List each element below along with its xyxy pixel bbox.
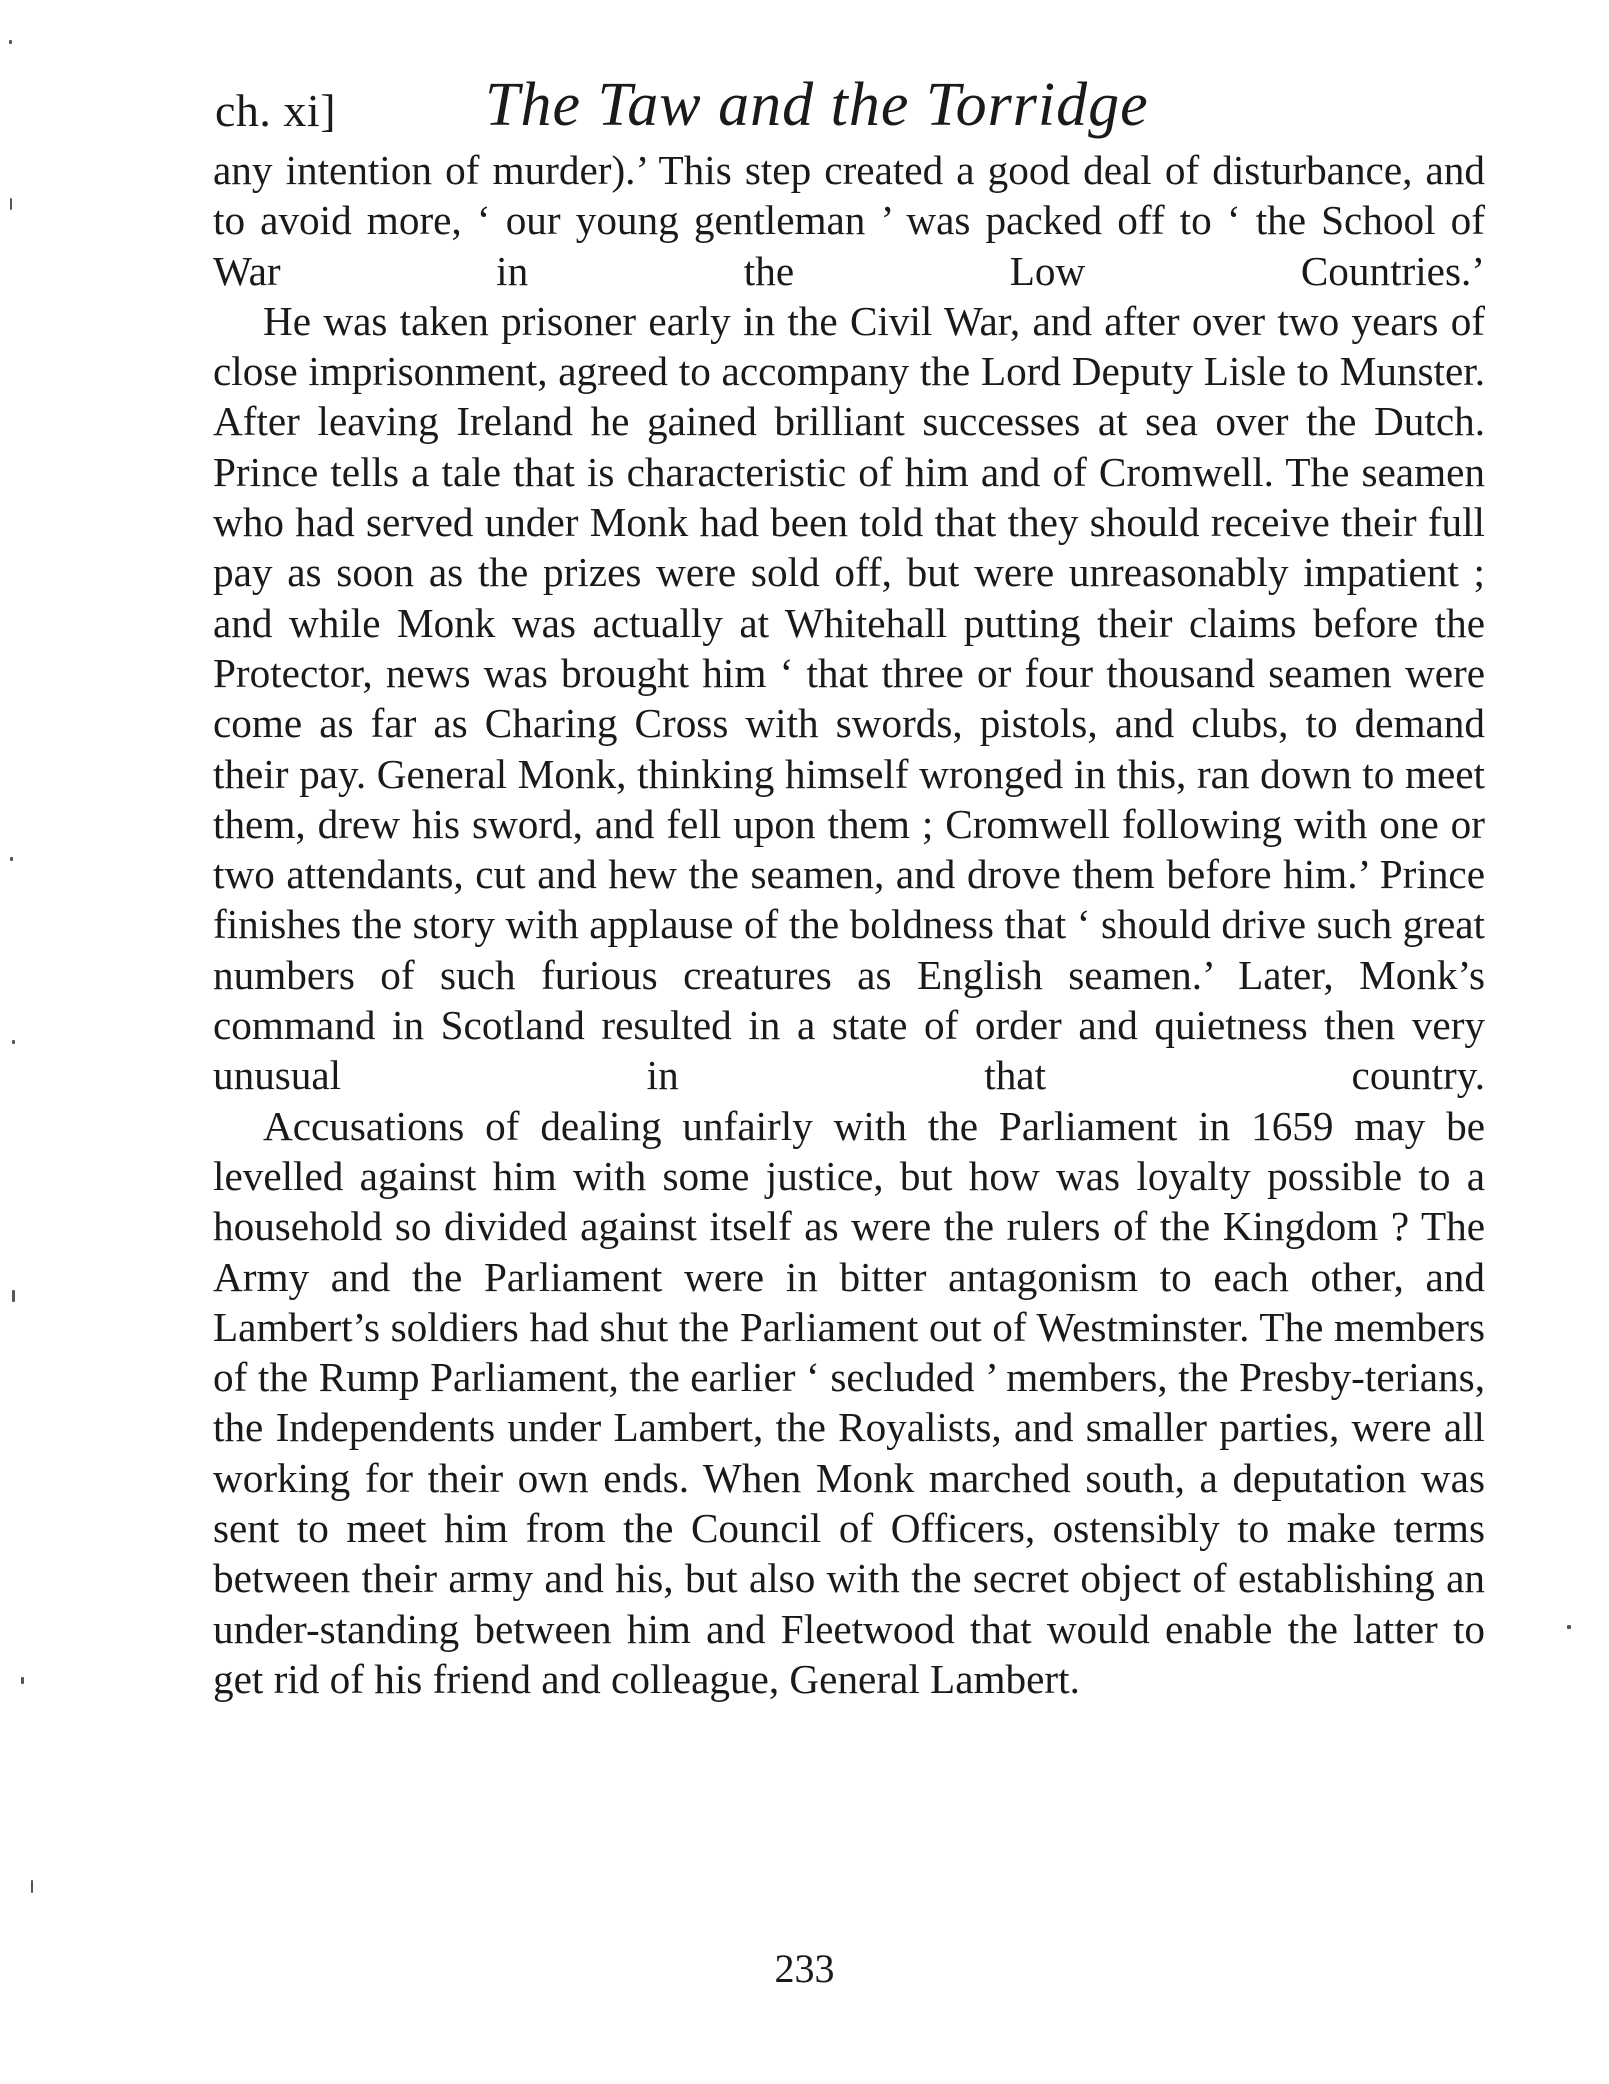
body-text xyxy=(213,145,1485,1704)
chapter-label: ch. xi] xyxy=(215,85,337,136)
margin-speck xyxy=(12,1290,15,1302)
margin-speck xyxy=(12,1040,15,1044)
margin-speck xyxy=(21,1677,24,1684)
running-title: The Taw and the Torridge xyxy=(485,71,1149,139)
paragraph: any intention of murder).’ This step created a good deal of disturbance, and to avoid more, ‘ our young gentleman ’ was packed off to ‘ the School of War in the Low Countries.’ xyxy=(213,147,1485,294)
margin-speck xyxy=(10,198,12,210)
paragraph: Accusations of dealing unfairly with the Parliament in 1659 may be levelled against him with some justice, but how was loyalty possible to a household so divided against itself as were the rulers of the Kingdom ? The Army and the Parliament were in bitter antagonism to each other, and Lambert’s soldiers had shut the Parliament out of Westminster. The members of the Rump Parliament, the earlier ‘ secluded ’ members, the Presby-terians, the Independents under Lambert, the Royalists, and smaller parties, were all working for their own ends. When Monk marched south, a deputation was sent to meet him from the Council of Officers, ostensibly to make terms between their army and his, but also with the secret object of establishing an under-standing between him and Fleetwood that would enable the latter to get rid of his friend and colleague, General Lambert. xyxy=(213,1102,1485,1702)
margin-speck xyxy=(10,857,13,861)
running-header xyxy=(215,70,1485,150)
paragraph: He was taken prisoner early in the Civil War, and after over two years of close imprisonment, agreed to accompany the Lord Deputy Lisle to Munster. After leaving Ireland he gained brilliant successes at sea over the Dutch. Prince tells a tale that is characteristic of him and of Cromwell. The seamen who had served under Monk had been told that they should receive their full pay as soon as the prizes were sold off, but were unreasonably impatient ; and while Monk was actually at Whitehall putting their claims before the Protector, news was brought him ‘ that three or four thousand seamen were come as far as Charing Cross with swords, pistols, and clubs, to demand their pay. General Monk, thinking himself wronged in this, ran down to meet them, drew his sword, and fell upon them ; Cromwell following with one or two attendants, cut and hew the seamen, and drove them before him.’ Prince finishes the story with applause of the boldness that ‘ should drive such great numbers of such furious creatures as English seamen.’ Later, Monk’s command in Scotland resulted in a state of order and quietness then very unusual in that country. xyxy=(213,297,1485,1099)
margin-speck xyxy=(9,40,12,44)
margin-speck xyxy=(1567,1625,1571,1629)
page-number: 233 xyxy=(774,1946,835,1991)
margin-speck xyxy=(31,1880,33,1893)
